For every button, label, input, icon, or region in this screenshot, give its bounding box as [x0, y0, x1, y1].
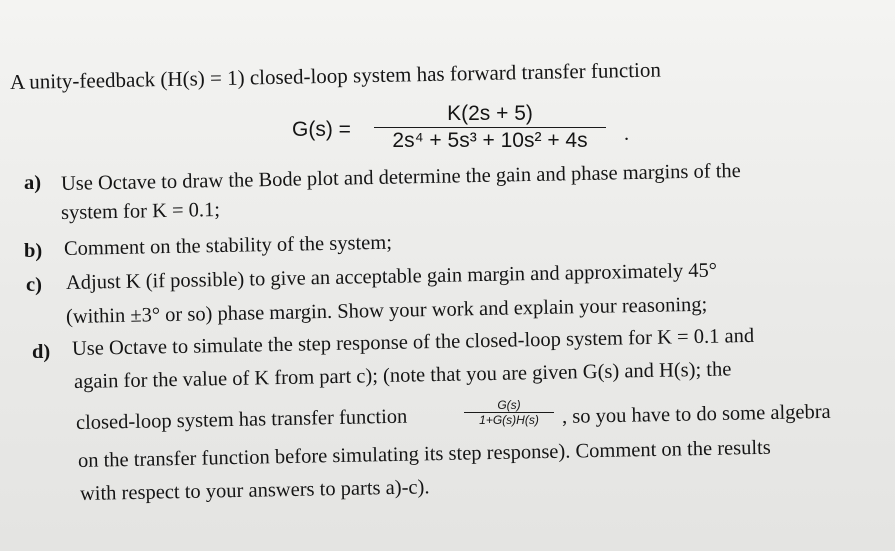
intro-text: A unity-feedback (H(s) = 1) closed-loop system has forward transfer function [9, 57, 662, 94]
part-d-label: d) [32, 341, 51, 363]
part-a-label: a) [24, 172, 42, 194]
part-d-line1: Use Octave to simulate the step response of the closed-loop system for K = 0.1 and [71, 324, 755, 360]
part-d-line3-pre: closed-loop system has transfer function [75, 405, 408, 434]
part-d-line3-post: , so you have to do some algebra [561, 400, 831, 428]
equation-lhs: G(s) = [292, 118, 351, 141]
part-a-line1: Use Octave to draw the Bode plot and determine the gain and phase margins of the [60, 159, 741, 195]
closed-loop-fraction [464, 398, 554, 427]
equation-numerator: K(2s + 5) [447, 102, 533, 125]
part-c-label: c) [26, 274, 42, 296]
part-c-line2: (within ±3° or so) phase margin. Show your work and explain your reasoning; [65, 293, 708, 328]
part-c-line1: Adjust K (if possible) to give an acceptable gain margin and approximately 45° [65, 259, 718, 294]
equation-trailing-period: . [624, 123, 630, 145]
part-b-line1: Comment on the stability of the system; [63, 231, 393, 260]
closed-loop-denominator: 1+G(s)H(s) [479, 413, 539, 428]
equation-denominator: 2s⁴ + 5s³ + 10s² + 4s [392, 129, 588, 153]
part-b-label: b) [24, 240, 43, 262]
transfer-function-fraction [374, 101, 606, 154]
part-d-line4: on the transfer function before simulating its step response). Comment on the results [77, 436, 771, 472]
part-d-line5: with respect to your answers to parts a)-c). [79, 476, 430, 505]
part-d-line2: again for the value of K from part c); (note that you are given G(s) and H(s); the [73, 358, 732, 393]
part-a-line2: system for K = 0.1; [60, 198, 221, 224]
closed-loop-numerator: G(s) [497, 398, 521, 412]
